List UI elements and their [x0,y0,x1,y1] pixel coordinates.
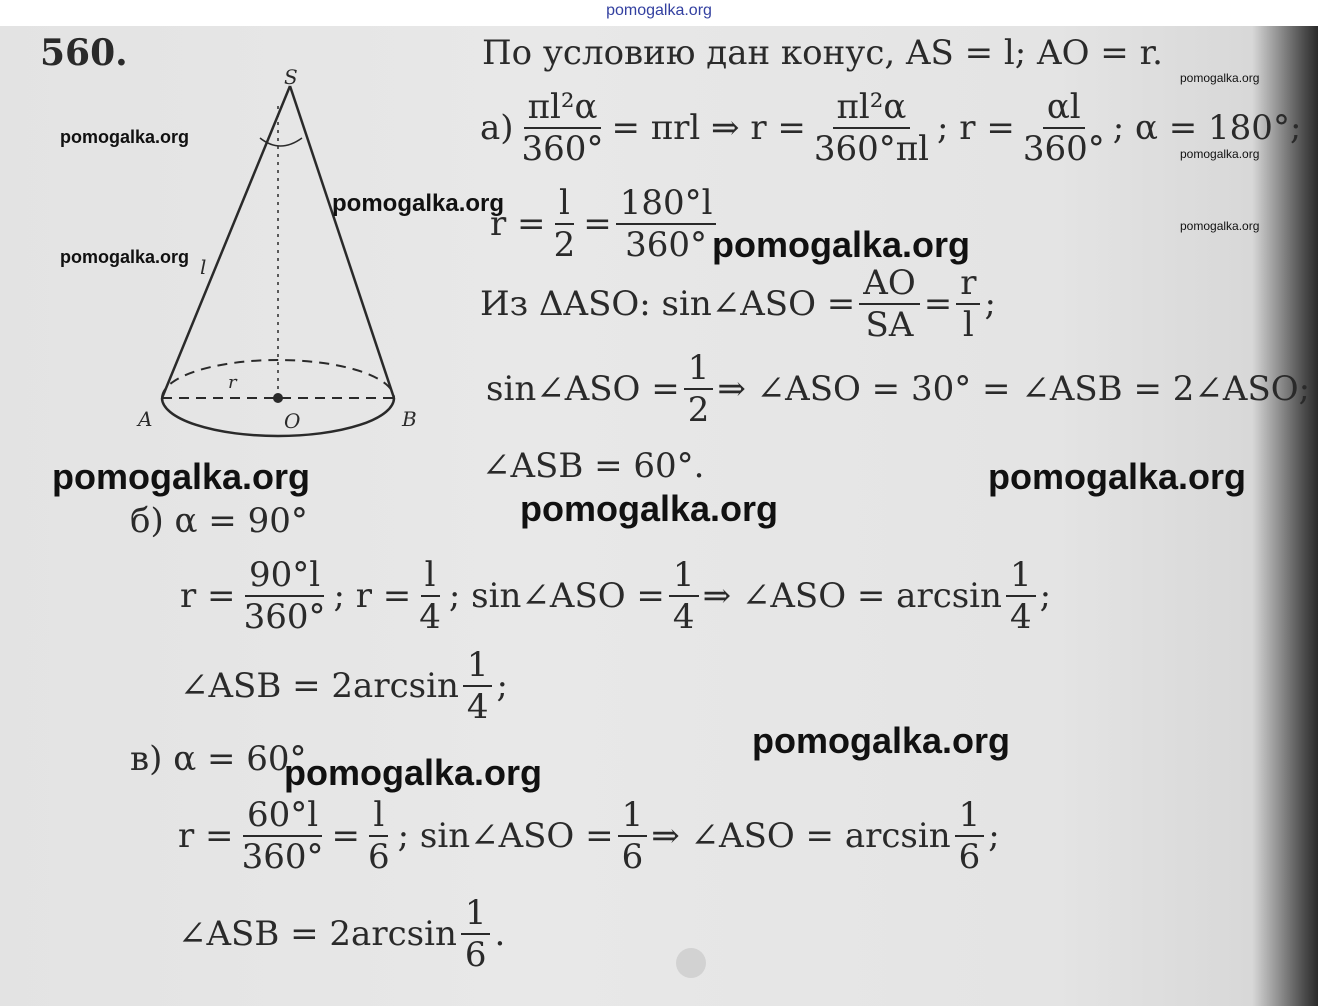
part-a-label: а) [480,108,514,148]
watermark: pomogalka.org [52,456,311,497]
fraction-numerator: l [369,798,388,837]
fraction-denominator: 6 [958,837,981,877]
fraction [461,893,491,975]
part-c-line2 [178,893,506,975]
part-b-line1 [180,555,1052,637]
label-o: O [284,409,301,433]
fraction-numerator: αl [1043,90,1085,129]
watermark: pomogalka.org [60,127,190,147]
equation-text: ⇒ ∠ASO = 30° = ∠ASB = 2∠ASO; [717,369,1311,409]
fraction-numerator: 1 [463,648,493,687]
fraction-denominator: 360° [243,597,326,637]
part-c-label: в) α = 60° [130,739,307,779]
equation-text: ⇒ ∠ASO = arcsin [651,816,951,856]
fraction-numerator: πl²α [833,90,911,129]
fraction-denominator: 6 [464,935,487,975]
part-a-line4 [486,348,1311,430]
fraction-denominator: 2 [553,225,576,265]
problem-number: 560. [40,32,128,74]
part-b-label: б) α = 90° [130,501,308,541]
fraction [415,555,445,637]
page-stain [676,948,706,978]
fraction-numerator: 1 [1006,558,1036,597]
label-r: r [228,372,237,393]
label-l: l [200,255,207,279]
equation-text: Из ΔASO: sin∠ASO = [480,284,856,324]
equation-text: ; r = [937,108,1015,148]
equation-text: sin∠ASO = [486,369,680,409]
site-header-link[interactable]: pomogalka.org [606,2,712,19]
equation-text: ; α = 180°; [1112,108,1302,148]
fraction [669,555,699,637]
fraction-numerator: 60°l [243,798,322,837]
fraction-denominator: 4 [672,597,695,637]
fraction-denominator: 6 [621,837,644,877]
fraction [463,645,493,727]
cone-right-slant [290,86,394,398]
watermark: pomogalka.org [60,247,190,267]
fraction-numerator: r [956,266,980,305]
label-a: A [138,407,153,431]
fraction [550,183,580,265]
fraction-numerator: AO [859,266,919,305]
intro-line: По условию дан конус, AS = l; AO = r. [482,33,1163,73]
watermark: pomogalka.org [712,224,971,265]
fraction-denominator: 2 [687,390,710,430]
fraction [616,183,717,265]
fraction [518,87,608,169]
fraction [684,348,714,430]
equation-text: ; [496,666,508,706]
equation-text: ⇒ ∠ASO = arcsin [702,576,1002,616]
watermark: pomogalka.org [520,488,779,529]
textbook-page [0,26,1318,1006]
label-s: S [284,66,298,89]
fraction-numerator: 1 [684,351,714,390]
fraction-denominator: 360° [625,225,708,265]
label-b: B [402,407,417,431]
fraction-numerator: l [421,558,440,597]
fraction [238,795,328,877]
fraction-denominator: 4 [1009,597,1032,637]
watermark: pomogalka.org [988,456,1247,497]
part-b-line2 [180,645,508,727]
fraction-denominator: 4 [419,597,441,637]
fraction-numerator: 180°l [616,186,717,225]
watermark: pomogalka.org [752,720,1011,761]
equation-text: ; r = [333,576,412,616]
fraction-denominator: 360° [1022,129,1105,169]
part-a-line2 [490,183,720,265]
fraction [1006,555,1036,637]
base-front-arc [162,398,394,436]
fraction-numerator: l [555,186,574,225]
equation-text: = [923,284,953,324]
fraction-denominator: 6 [367,837,390,877]
equation-text: = πrl ⇒ r = [611,108,806,148]
equation-text: ∠ASB = 2arcsin [180,666,459,706]
fraction [618,795,648,877]
fraction-denominator: 360°πl [813,129,929,169]
equation-text: ; [1039,576,1052,616]
fraction [859,263,919,345]
center-point [273,393,283,403]
equation-text: ; [988,816,1000,856]
equation-text: = [331,816,360,856]
equation-text: ; sin∠ASO = [397,816,614,856]
watermark: pomogalka.org [284,752,543,793]
equation-text: = [583,204,612,244]
watermark: pomogalka.org [332,190,505,217]
fraction-denominator: 360° [521,129,604,169]
fraction [240,555,330,637]
fraction [956,263,980,345]
watermark: pomogalka.org [1180,147,1260,161]
fraction-numerator: 1 [955,798,985,837]
fraction-denominator: SA [865,305,914,345]
part-a-line3 [480,263,996,345]
equation-text: . [494,914,506,954]
fraction-numerator: 1 [669,558,699,597]
part-a-line1 [480,87,1302,169]
watermark: pomogalka.org [1180,219,1260,233]
fraction-numerator: πl²α [524,90,602,129]
equation-text: ; sin∠ASO = [448,576,665,616]
equation-text: r = [178,816,234,856]
fraction [1019,87,1109,169]
watermark: pomogalka.org [1180,71,1260,85]
fraction-numerator: 90°l [245,558,324,597]
fraction-numerator: 1 [461,896,491,935]
fraction [810,87,933,169]
fraction-denominator: l [962,305,974,345]
equation-text: ∠ASB = 2arcsin [178,914,457,954]
fraction [955,795,985,877]
fraction-denominator: 360° [241,837,324,877]
fraction-numerator: 1 [618,798,648,837]
fraction [364,795,394,877]
fraction-denominator: 4 [466,687,489,727]
equation-text: r = [490,204,546,244]
equation-text: ; [984,284,996,324]
part-a-line5: ∠ASB = 60°. [482,446,705,486]
equation-text: r = [180,576,236,616]
part-c-line1 [178,795,1000,877]
